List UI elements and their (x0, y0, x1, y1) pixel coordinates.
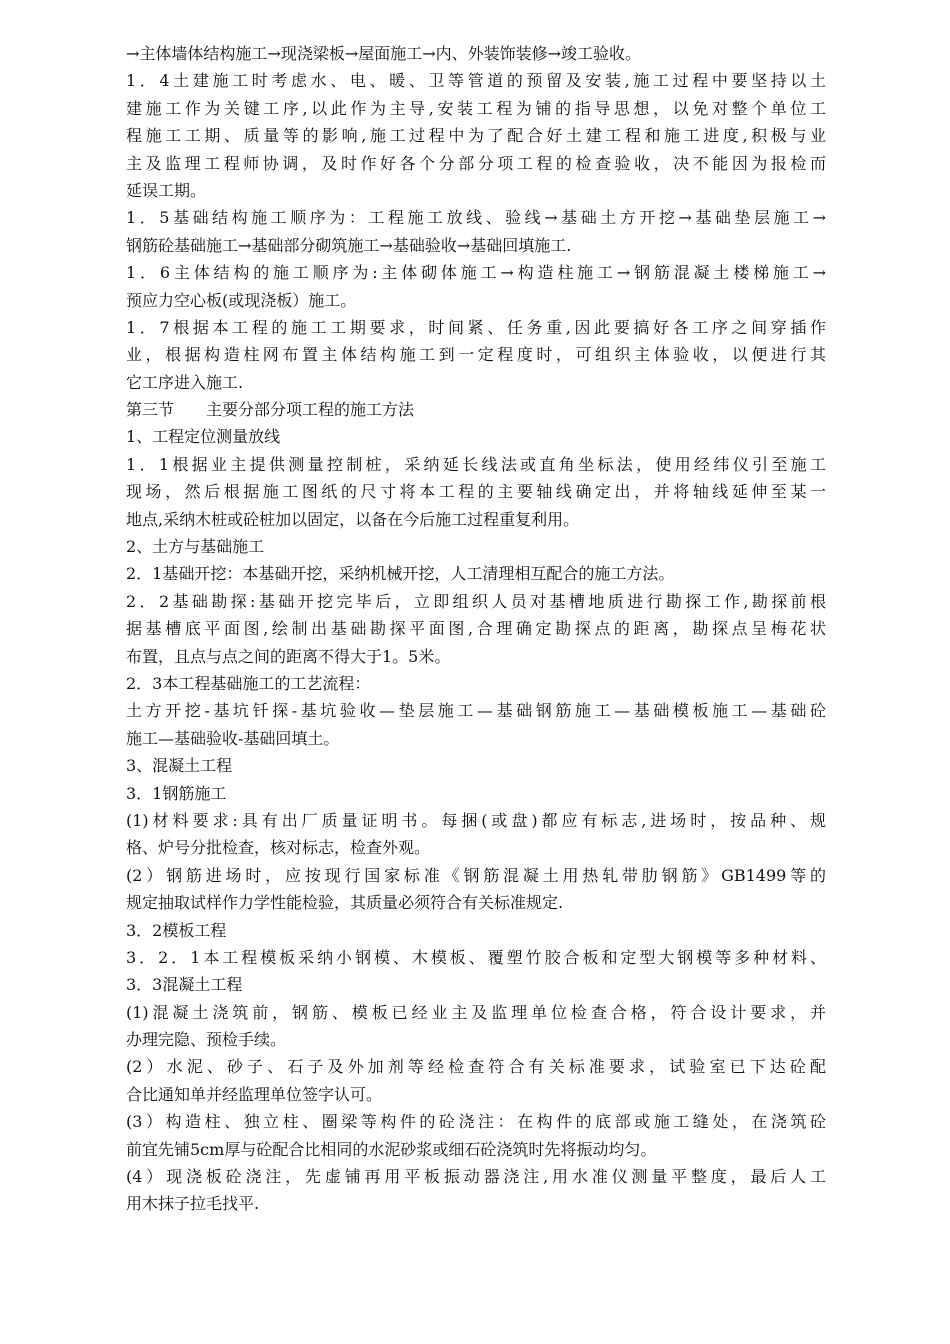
text-line: 2．3本工程基础施工的工艺流程： (126, 673, 371, 693)
text-line: (1)混凝土浇筑前，钢筋、模板已经业主及监理单位检查合格，符合设计要求，并 (126, 1002, 826, 1022)
text-line: 办理完隐、预检手续。 (126, 1030, 287, 1050)
text-line: 2．1基础开挖：本基础开挖，采纳机械开挖，人工清理相互配合的施工方法。 (126, 564, 675, 584)
text-line: 建施工作为关键工序,以此作为主导,安装工程为铺的指导思想，以免对整个单位工 (126, 98, 826, 118)
text-line: 前宜先铺5cm厚与砼配合比相同的水泥砂浆或细石砼浇筑时先将振动均匀。 (126, 1139, 657, 1159)
text-line: 合比通知单并经监理单位签字认可。 (126, 1084, 383, 1104)
text-line: 2、土方与基础施工 (126, 537, 265, 557)
text-line: 1、工程定位测量放线 (126, 427, 281, 447)
text-line: 1．6主体结构的施工顺序为:主体砌体施工→构造柱施工→钢筋混凝土楼梯施工→ (126, 263, 826, 283)
text-line: 3．2模板工程 (126, 920, 227, 940)
text-line: 预应力空心板(或现浇板）施工。 (126, 290, 357, 310)
text-line: 据基槽底平面图,绘制出基础勘探平面图,合理确定勘探点的距离，勘探点呈梅花状 (126, 619, 826, 639)
text-line: (2）钢筋进场时，应按现行国家标准《钢筋混凝土用热轧带肋钢筋》GB1499等的 (126, 865, 826, 885)
text-line: 延误工期。 (126, 180, 207, 200)
text-line: 用木抹子拉毛找平. (126, 1194, 260, 1214)
text-line: 1．1根据业主提供测量控制桩，采纳延长线法或直角坐标法，使用经纬仪引至施工 (126, 454, 826, 474)
text-line: (3）构造柱、独立柱、圈梁等构件的砼浇注：在构件的底部或施工缝处，在浇筑砼 (126, 1112, 826, 1132)
text-line: 1．5基础结构施工顺序为：工程施工放线、验线→基础土方开挖→基础垫层施工→ (126, 208, 826, 228)
document-body (126, 40, 826, 1218)
text-line: (4）现浇板砼浇注，先虚铺再用平板振动器浇注,用水准仪测量平整度，最后人工 (126, 1167, 826, 1187)
text-line: (1)材料要求:具有出厂质量证明书。每捆(或盘)都应有标志,进场时，按品种、规 (126, 810, 826, 830)
text-line: 土方开挖-基坑钎探-基坑验收—垫层施工—基础钢筋施工—基础模板施工—基础砼 (126, 701, 826, 721)
text-line: 它工序进入施工. (126, 372, 244, 392)
text-line: →主体墙体结构施工→现浇梁板→屋面施工→内、外装饰装修→竣工验收。 (126, 44, 642, 63)
text-line: 规定抽取试样作力学性能检验，其质量必须符合有关标准规定. (126, 893, 564, 913)
text-line: 钢筋砼基础施工→基础部分砌筑施工→基础验收→基础回填施工. (126, 235, 572, 255)
text-line: 主及监理工程师协调，及时作好各个分部分项工程的检查验收，决不能因为报检而 (126, 153, 826, 173)
text-line: 3、混凝土工程 (126, 756, 233, 776)
text-line: 施工—基础验收-基础回填土。 (126, 728, 340, 748)
text-line: 1．7根据本工程的施工工期要求，时间紧、任务重,因此要搞好各工序之间穿插作 (126, 317, 826, 337)
text-line: 第三节 主要分部分项工程的施工方法 (126, 400, 415, 420)
text-line: 3．2．1本工程模板采纳小钢模、木模板、覆塑竹胶合板和定型大钢模等多种材料、 (126, 947, 826, 967)
text-line: 业，根据构造柱网布置主体结构施工到一定程度时，可组织主体验收，以便进行其 (126, 345, 826, 365)
text-line: 地点,采纳木桩或砼桩加以固定，以备在今后施工过程重复利用。 (126, 509, 580, 529)
text-line: 3．1钢筋施工 (126, 783, 227, 803)
text-line: 现场，然后根据施工图纸的尺寸将本工程的主要轴线确定出，并将轴线延伸至某一 (126, 482, 826, 502)
text-line: (2）水泥、砂子、石子及外加剂等经检查符合有关标准要求，试验室已下达砼配 (126, 1057, 826, 1077)
text-line: 1．4土建施工时考虑水、电、暖、卫等管道的预留及安装,施工过程中要坚持以土 (126, 71, 826, 91)
text-line: 2．2基础勘探:基础开挖完毕后，立即组织人员对基槽地质进行勘探工作,勘探前根 (126, 591, 826, 611)
text-line: 3．3混凝土工程 (126, 975, 243, 995)
text-line: 布置，且点与点之间的距离不得大于1。5米。 (126, 646, 451, 666)
text-line: 格、炉号分批检查，核对标志，检查外观。 (126, 838, 431, 858)
text-line: 程施工工期、质量等的影响,施工过程中为了配合好土建工程和施工进度,积极与业 (126, 126, 826, 146)
